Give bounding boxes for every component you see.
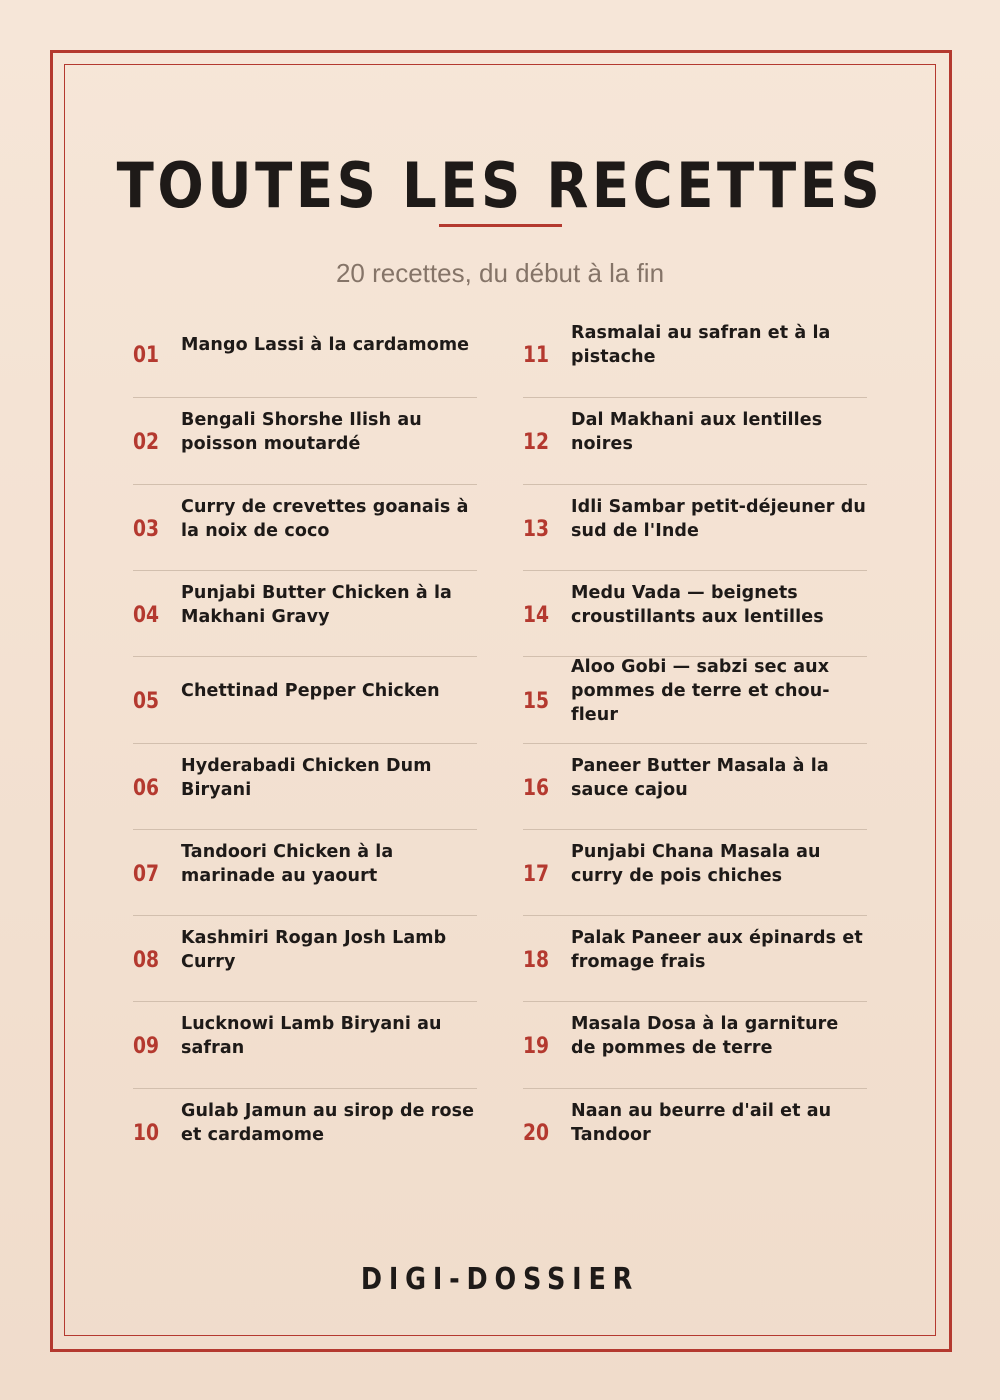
recipe-item xyxy=(523,570,867,657)
recipe-number: 10 xyxy=(133,1120,160,1146)
recipe-name: Kashmiri Rogan Josh Lamb Curry xyxy=(181,928,447,973)
recipe-item xyxy=(133,311,477,397)
recipe-name-box xyxy=(181,398,477,484)
recipe-item xyxy=(133,915,477,1002)
recipe-name: Medu Vada — beignets croustillants aux lentilles xyxy=(571,582,824,627)
recipe-name-box xyxy=(571,571,867,657)
recipe-name: Naan au beurre d'ail et au Tandoor xyxy=(571,1100,832,1145)
recipe-item xyxy=(523,397,867,484)
recipe-item xyxy=(133,829,477,916)
recipe-item xyxy=(523,656,867,743)
recipe-name-box xyxy=(571,1002,867,1088)
recipe-number: 13 xyxy=(523,516,550,542)
recipe-name-box xyxy=(181,657,477,743)
recipe-item xyxy=(133,743,477,830)
recipe-number: 16 xyxy=(523,775,550,801)
recipe-number: 04 xyxy=(133,602,160,628)
recipe-item xyxy=(133,656,477,743)
recipe-name: Punjabi Butter Chicken à la Makhani Gravy xyxy=(181,582,452,627)
recipe-number: 08 xyxy=(133,948,160,974)
recipe-number: 19 xyxy=(523,1034,550,1060)
recipe-number: 11 xyxy=(523,343,550,368)
recipe-name: Palak Paneer aux épinards et fromage frais xyxy=(571,928,863,973)
recipe-name-box xyxy=(181,1002,477,1088)
recipe-number: 01 xyxy=(133,343,160,368)
recipe-item xyxy=(523,1001,867,1088)
recipe-number: 20 xyxy=(523,1120,550,1146)
recipe-name-box xyxy=(181,311,477,397)
recipe-number: 12 xyxy=(523,430,550,456)
recipe-name-box xyxy=(571,657,867,743)
recipe-name: Aloo Gobi — sabzi sec aux pommes de terre et chou-fleur xyxy=(571,657,830,726)
recipe-number: 06 xyxy=(133,775,160,801)
recipe-number: 14 xyxy=(523,602,550,628)
recipe-name-box xyxy=(181,830,477,916)
recipe-name: Chettinad Pepper Chicken xyxy=(181,681,440,702)
recipe-number: 09 xyxy=(133,1034,160,1060)
recipe-item xyxy=(523,1088,867,1175)
recipe-name: Paneer Butter Masala à la sauce cajou xyxy=(571,755,829,800)
recipe-name: Lucknowi Lamb Biryani au safran xyxy=(181,1014,442,1059)
recipe-name-box xyxy=(181,485,477,571)
recipe-name: Punjabi Chana Masala au curry de pois chiches xyxy=(571,841,821,886)
recipe-name: Hyderabadi Chicken Dum Biryani xyxy=(181,755,432,800)
recipe-number: 07 xyxy=(133,861,160,887)
recipe-name: Mango Lassi à la cardamome xyxy=(181,335,470,355)
recipe-name-box xyxy=(571,311,867,397)
recipe-name: Gulab Jamun au sirop de rose et cardamome xyxy=(181,1100,475,1145)
recipe-name-box xyxy=(571,485,867,571)
title-underline xyxy=(439,224,562,227)
recipe-name: Curry de crevettes goanais à la noix de coco xyxy=(181,496,469,541)
recipe-item xyxy=(523,484,867,571)
recipe-name-box xyxy=(571,1089,867,1175)
recipe-name-box xyxy=(181,744,477,830)
recipe-item xyxy=(133,1088,477,1175)
recipe-name: Bengali Shorshe Ilish au poisson moutardé xyxy=(181,410,422,455)
recipe-name-box xyxy=(571,744,867,830)
recipe-name-box xyxy=(571,916,867,1002)
recipe-number: 05 xyxy=(133,689,160,715)
recipe-name: Tandoori Chicken à la marinade au yaourt xyxy=(181,841,394,886)
recipe-name: Masala Dosa à la garniture de pommes de terre xyxy=(571,1014,839,1059)
recipe-name-box xyxy=(181,1089,477,1175)
recipe-name: Idli Sambar petit-déjeuner du sud de l'Inde xyxy=(571,496,866,541)
recipe-name-box xyxy=(571,830,867,916)
recipe-number: 03 xyxy=(133,516,160,542)
recipe-number: 02 xyxy=(133,430,160,456)
page-subtitle: 20 recettes, du début à la fin xyxy=(335,258,665,288)
recipe-number: 15 xyxy=(523,689,550,715)
recipe-item xyxy=(523,915,867,1002)
recipe-item xyxy=(133,570,477,657)
recipe-name: Dal Makhani aux lentilles noires xyxy=(571,410,823,455)
recipe-item xyxy=(133,397,477,484)
recipe-item xyxy=(133,484,477,571)
recipe-item xyxy=(523,829,867,916)
recipe-item xyxy=(133,1001,477,1088)
recipe-name-box xyxy=(181,916,477,1002)
recipe-number: 17 xyxy=(523,861,550,887)
recipe-name: Rasmalai au safran et à la pistache xyxy=(571,323,831,367)
recipe-name-box xyxy=(571,398,867,484)
brand-name: DIGI-DOSSIER xyxy=(360,1262,640,1297)
recipe-number: 18 xyxy=(523,948,550,974)
recipe-item xyxy=(523,743,867,830)
recipe-name-box xyxy=(181,571,477,657)
page-title: TOUTES LES RECETTES xyxy=(116,149,884,222)
recipe-item xyxy=(523,311,867,397)
